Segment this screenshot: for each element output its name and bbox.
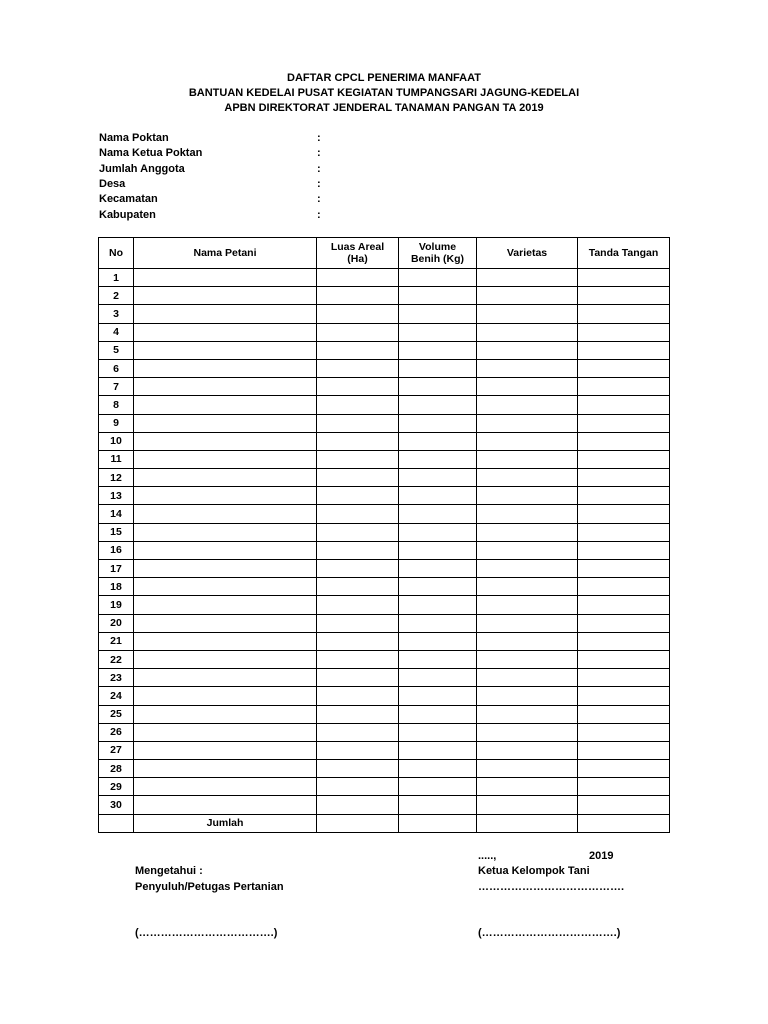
row-number: 15 <box>99 523 134 541</box>
empty-cell[interactable] <box>134 323 317 341</box>
row-number: 6 <box>99 359 134 377</box>
empty-cell[interactable] <box>134 523 317 541</box>
empty-cell[interactable] <box>134 632 317 650</box>
empty-cell[interactable] <box>317 560 399 578</box>
empty-cell[interactable] <box>578 778 670 796</box>
empty-cell[interactable] <box>578 596 670 614</box>
empty-cell[interactable] <box>578 760 670 778</box>
meta-label: Desa <box>99 177 126 190</box>
empty-cell[interactable] <box>578 469 670 487</box>
empty-cell <box>99 814 134 832</box>
row-number: 19 <box>99 596 134 614</box>
empty-cell[interactable] <box>399 305 477 323</box>
meta-colon: : <box>317 147 321 160</box>
empty-cell[interactable] <box>317 269 399 287</box>
empty-cell[interactable] <box>477 269 578 287</box>
col-header-no: No <box>99 238 134 269</box>
meta-colon: : <box>317 132 321 144</box>
row-number: 1 <box>99 269 134 287</box>
empty-cell[interactable] <box>317 414 399 432</box>
empty-cell[interactable] <box>578 287 670 305</box>
empty-cell[interactable] <box>399 687 477 705</box>
recipient-table <box>98 237 670 833</box>
empty-cell[interactable] <box>134 396 317 414</box>
meta-row <box>99 146 329 161</box>
empty-cell[interactable] <box>578 359 670 377</box>
row-number: 23 <box>99 669 134 687</box>
empty-cell[interactable] <box>399 432 477 450</box>
empty-cell[interactable] <box>399 669 477 687</box>
empty-cell[interactable] <box>134 705 317 723</box>
col-header-varietas: Varietas <box>477 238 578 269</box>
table-row <box>99 687 670 705</box>
empty-cell[interactable] <box>134 760 317 778</box>
empty-cell[interactable] <box>399 723 477 741</box>
table-row <box>99 669 670 687</box>
meta-colon: : <box>317 208 321 221</box>
empty-cell[interactable] <box>317 505 399 523</box>
empty-cell[interactable] <box>399 741 477 759</box>
row-number: 10 <box>99 432 134 450</box>
row-number: 3 <box>99 305 134 323</box>
empty-cell[interactable] <box>477 632 578 650</box>
signature-year: 2019 <box>589 850 614 862</box>
empty-cell[interactable] <box>134 450 317 468</box>
empty-cell[interactable] <box>477 359 578 377</box>
table-row <box>99 323 670 341</box>
empty-cell[interactable] <box>578 450 670 468</box>
row-number: 25 <box>99 705 134 723</box>
empty-cell[interactable] <box>477 287 578 305</box>
empty-cell[interactable] <box>399 359 477 377</box>
empty-cell[interactable] <box>317 305 399 323</box>
table-row <box>99 741 670 759</box>
empty-cell[interactable] <box>134 614 317 632</box>
empty-cell[interactable] <box>134 341 317 359</box>
empty-cell[interactable] <box>134 796 317 814</box>
row-number: 2 <box>99 287 134 305</box>
empty-cell[interactable] <box>317 632 399 650</box>
empty-cell[interactable] <box>578 305 670 323</box>
empty-cell[interactable] <box>477 741 578 759</box>
empty-cell[interactable] <box>399 505 477 523</box>
empty-cell[interactable] <box>134 269 317 287</box>
empty-cell[interactable] <box>477 650 578 668</box>
empty-cell[interactable] <box>477 323 578 341</box>
empty-cell[interactable] <box>134 378 317 396</box>
empty-cell[interactable] <box>134 650 317 668</box>
empty-cell[interactable] <box>134 359 317 377</box>
empty-cell[interactable] <box>399 378 477 396</box>
empty-cell[interactable] <box>399 778 477 796</box>
col-header-nama-petani: Nama Petani <box>134 238 317 269</box>
form-subtitle: BANTUAN KEDELAI PUSAT KEGIATAN TUMPANGSARI JAGUNG-KEDELAI <box>188 87 580 99</box>
empty-cell[interactable] <box>317 741 399 759</box>
table-row <box>99 378 670 396</box>
meta-colon: : <box>317 193 321 206</box>
row-number: 22 <box>99 650 134 668</box>
left-signer-title: Mengetahui : <box>135 865 203 877</box>
empty-cell[interactable] <box>317 450 399 468</box>
empty-cell[interactable] <box>399 796 477 814</box>
empty-cell[interactable] <box>317 378 399 396</box>
empty-cell[interactable] <box>134 687 317 705</box>
empty-cell[interactable] <box>578 560 670 578</box>
empty-cell[interactable] <box>317 778 399 796</box>
table-row <box>99 523 670 541</box>
total-row <box>99 814 670 832</box>
empty-cell[interactable] <box>578 523 670 541</box>
empty-cell[interactable] <box>317 614 399 632</box>
row-number: 12 <box>99 469 134 487</box>
empty-cell[interactable] <box>477 523 578 541</box>
empty-cell[interactable] <box>477 450 578 468</box>
empty-cell[interactable] <box>477 341 578 359</box>
row-number: 8 <box>99 396 134 414</box>
table-row <box>99 505 670 523</box>
row-number: 9 <box>99 414 134 432</box>
meta-row <box>99 192 329 207</box>
empty-cell[interactable] <box>578 341 670 359</box>
table-row <box>99 269 670 287</box>
empty-cell[interactable] <box>399 523 477 541</box>
empty-cell[interactable] <box>399 650 477 668</box>
empty-cell[interactable] <box>578 578 670 596</box>
row-number: 27 <box>99 741 134 759</box>
empty-cell[interactable] <box>578 505 670 523</box>
empty-cell[interactable] <box>399 469 477 487</box>
row-number: 17 <box>99 560 134 578</box>
empty-cell[interactable] <box>134 741 317 759</box>
empty-cell[interactable] <box>399 323 477 341</box>
row-number: 20 <box>99 614 134 632</box>
empty-cell[interactable] <box>578 796 670 814</box>
empty-cell[interactable] <box>317 578 399 596</box>
empty-cell[interactable] <box>578 269 670 287</box>
meta-row <box>99 162 329 177</box>
table-row <box>99 596 670 614</box>
empty-cell[interactable] <box>317 469 399 487</box>
col-header-luas-areal: Luas Areal (Ha) <box>317 238 399 269</box>
empty-cell[interactable] <box>477 541 578 559</box>
table-row <box>99 541 670 559</box>
empty-cell[interactable] <box>399 341 477 359</box>
empty-cell[interactable] <box>399 487 477 505</box>
empty-cell[interactable] <box>317 541 399 559</box>
empty-cell[interactable] <box>134 287 317 305</box>
empty-cell[interactable] <box>477 432 578 450</box>
place-date: ....., <box>478 850 497 862</box>
table-row <box>99 705 670 723</box>
col-header-volume-benih: Volume Benih (Kg) <box>399 238 477 269</box>
empty-cell[interactable] <box>477 578 578 596</box>
empty-cell[interactable] <box>134 541 317 559</box>
empty-cell[interactable] <box>578 687 670 705</box>
empty-cell[interactable] <box>578 432 670 450</box>
table-row <box>99 359 670 377</box>
empty-cell[interactable] <box>477 487 578 505</box>
table-row <box>99 650 670 668</box>
empty-cell[interactable] <box>578 414 670 432</box>
empty-cell[interactable] <box>134 669 317 687</box>
table-row <box>99 614 670 632</box>
empty-cell[interactable] <box>317 760 399 778</box>
empty-cell[interactable] <box>317 432 399 450</box>
row-number: 21 <box>99 632 134 650</box>
empty-cell[interactable] <box>399 760 477 778</box>
meta-label: Jumlah Anggota <box>99 162 185 175</box>
empty-cell[interactable] <box>317 323 399 341</box>
table-row <box>99 469 670 487</box>
empty-cell[interactable] <box>134 505 317 523</box>
meta-colon: : <box>317 177 321 190</box>
empty-cell[interactable] <box>134 596 317 614</box>
table-row <box>99 560 670 578</box>
empty-cell[interactable] <box>578 378 670 396</box>
empty-cell[interactable] <box>399 578 477 596</box>
meta-label: Kabupaten <box>99 208 156 221</box>
empty-cell[interactable] <box>317 596 399 614</box>
empty-cell[interactable] <box>477 505 578 523</box>
table-row <box>99 632 670 650</box>
meta-label: Nama Poktan <box>99 132 169 144</box>
empty-cell[interactable] <box>477 760 578 778</box>
empty-cell[interactable] <box>578 487 670 505</box>
row-number: 18 <box>99 578 134 596</box>
row-number: 11 <box>99 450 134 468</box>
empty-cell[interactable] <box>578 541 670 559</box>
row-number: 30 <box>99 796 134 814</box>
empty-cell[interactable] <box>578 723 670 741</box>
table-row <box>99 396 670 414</box>
meta-row <box>99 177 329 192</box>
empty-cell[interactable] <box>317 341 399 359</box>
left-signer-name: (……………………………….) <box>135 927 278 939</box>
table-row <box>99 432 670 450</box>
empty-cell[interactable] <box>134 778 317 796</box>
row-number: 24 <box>99 687 134 705</box>
empty-cell[interactable] <box>578 396 670 414</box>
empty-cell[interactable] <box>477 814 578 832</box>
table-row <box>99 796 670 814</box>
empty-cell[interactable] <box>134 723 317 741</box>
table-row <box>99 305 670 323</box>
empty-cell[interactable] <box>477 723 578 741</box>
row-number: 7 <box>99 378 134 396</box>
empty-cell[interactable] <box>399 541 477 559</box>
table-row <box>99 760 670 778</box>
row-number: 5 <box>99 341 134 359</box>
table-row <box>99 287 670 305</box>
table-row <box>99 487 670 505</box>
empty-cell[interactable] <box>134 469 317 487</box>
empty-cell[interactable] <box>477 614 578 632</box>
empty-cell[interactable] <box>317 796 399 814</box>
empty-cell[interactable] <box>477 396 578 414</box>
empty-cell[interactable] <box>317 687 399 705</box>
right-signer-dots: …………………………………. <box>478 881 625 893</box>
empty-cell[interactable] <box>477 378 578 396</box>
left-signer-role: Penyuluh/Petugas Pertanian <box>135 881 284 893</box>
empty-cell[interactable] <box>578 741 670 759</box>
table-row <box>99 578 670 596</box>
empty-cell[interactable] <box>477 469 578 487</box>
table-row <box>99 414 670 432</box>
right-signer-name: (……………………………….) <box>478 927 621 939</box>
row-number: 28 <box>99 760 134 778</box>
empty-cell[interactable] <box>477 669 578 687</box>
meta-label: Nama Ketua Poktan <box>99 147 203 160</box>
empty-cell[interactable] <box>317 396 399 414</box>
meta-row <box>99 131 329 146</box>
empty-cell[interactable] <box>399 632 477 650</box>
empty-cell[interactable] <box>477 414 578 432</box>
meta-colon: : <box>317 162 321 175</box>
form-subtitle-2: APBN DIREKTORAT JENDERAL TANAMAN PANGAN TA 2019 <box>224 102 544 114</box>
row-number: 16 <box>99 541 134 559</box>
row-number: 13 <box>99 487 134 505</box>
empty-cell[interactable] <box>399 596 477 614</box>
empty-cell[interactable] <box>317 650 399 668</box>
empty-cell[interactable] <box>578 705 670 723</box>
empty-cell[interactable] <box>477 596 578 614</box>
empty-cell[interactable] <box>134 414 317 432</box>
empty-cell[interactable] <box>134 560 317 578</box>
empty-cell[interactable] <box>317 814 399 832</box>
empty-cell[interactable] <box>578 669 670 687</box>
empty-cell[interactable] <box>134 487 317 505</box>
table-header-row <box>99 238 670 269</box>
table-row <box>99 778 670 796</box>
empty-cell[interactable] <box>317 487 399 505</box>
col-header-tanda-tangan: Tanda Tangan <box>578 238 670 269</box>
empty-cell[interactable] <box>578 323 670 341</box>
empty-cell[interactable] <box>477 796 578 814</box>
form-title: DAFTAR CPCL PENERIMA MANFAAT <box>287 72 481 84</box>
empty-cell[interactable] <box>477 778 578 796</box>
row-number: 14 <box>99 505 134 523</box>
empty-cell[interactable] <box>399 560 477 578</box>
empty-cell[interactable] <box>477 705 578 723</box>
empty-cell[interactable] <box>317 523 399 541</box>
empty-cell[interactable] <box>399 414 477 432</box>
empty-cell[interactable] <box>317 359 399 377</box>
table-row <box>99 341 670 359</box>
empty-cell[interactable] <box>399 614 477 632</box>
empty-cell[interactable] <box>399 287 477 305</box>
empty-cell[interactable] <box>477 560 578 578</box>
empty-cell[interactable] <box>578 650 670 668</box>
empty-cell[interactable] <box>317 669 399 687</box>
meta-label: Kecamatan <box>99 193 158 206</box>
empty-cell[interactable] <box>317 723 399 741</box>
row-number: 4 <box>99 323 134 341</box>
empty-cell[interactable] <box>134 305 317 323</box>
table-row <box>99 723 670 741</box>
row-number: 29 <box>99 778 134 796</box>
empty-cell[interactable] <box>399 814 477 832</box>
empty-cell[interactable] <box>399 705 477 723</box>
empty-cell[interactable] <box>477 305 578 323</box>
empty-cell[interactable] <box>317 287 399 305</box>
right-signer-title: Ketua Kelompok Tani <box>478 865 590 877</box>
empty-cell[interactable] <box>578 814 670 832</box>
empty-cell[interactable] <box>317 705 399 723</box>
empty-cell[interactable] <box>477 687 578 705</box>
table-row <box>99 450 670 468</box>
empty-cell[interactable] <box>578 632 670 650</box>
empty-cell[interactable] <box>399 450 477 468</box>
empty-cell[interactable] <box>578 614 670 632</box>
empty-cell[interactable] <box>134 432 317 450</box>
total-label: Jumlah <box>134 814 317 832</box>
empty-cell[interactable] <box>399 269 477 287</box>
empty-cell[interactable] <box>134 578 317 596</box>
meta-row <box>99 208 329 223</box>
empty-cell[interactable] <box>399 396 477 414</box>
row-number: 26 <box>99 723 134 741</box>
